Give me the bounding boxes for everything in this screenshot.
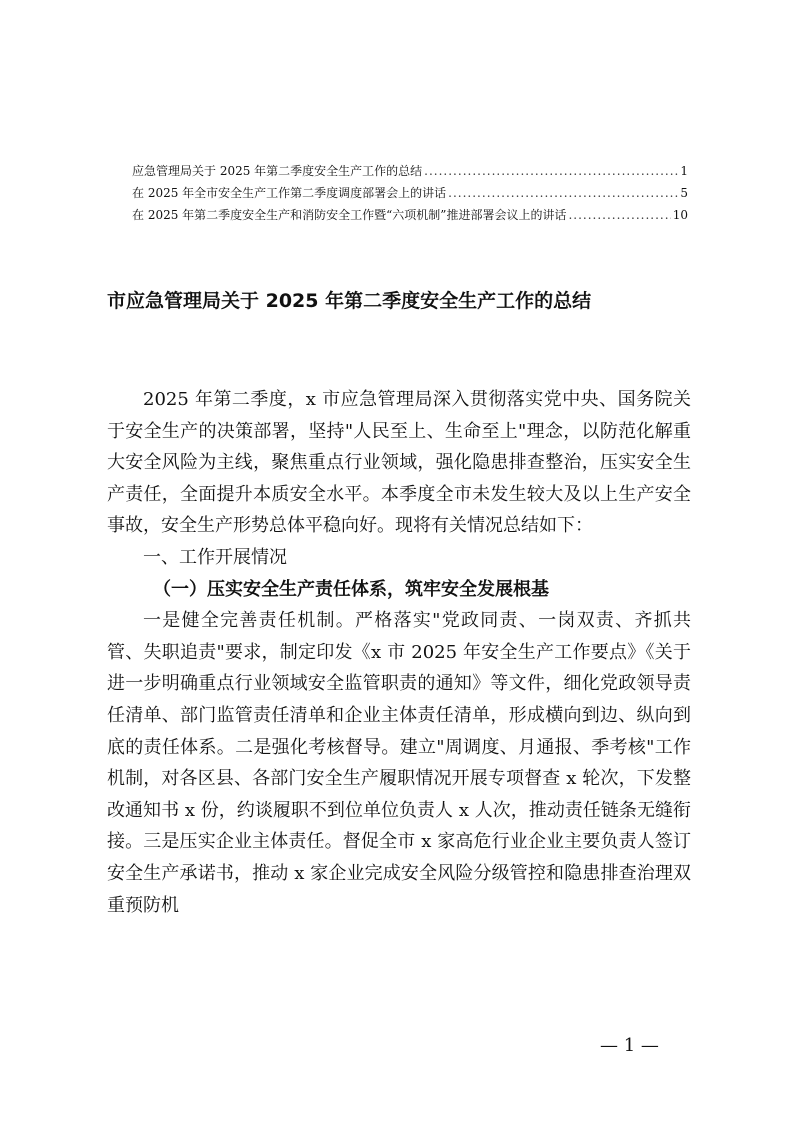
toc-entry-title: 应急管理局关于 2025 年第二季度安全生产工作的总结 (132, 164, 423, 178)
toc-entry-page: 10 (672, 208, 688, 222)
document-title: 市应急管理局关于 2025 年第二季度安全生产工作的总结 (107, 290, 592, 312)
table-of-contents (132, 160, 688, 226)
subsection-heading: （一）压实安全生产责任体系，筑牢安全发展根基 (153, 578, 549, 600)
toc-entry[interactable] (132, 204, 688, 226)
intro-paragraph: 2025 年第二季度，x 市应急管理局深入贯彻落实党中央、国务院关于安全生产的决策部署，坚持"人民至上、生命至上"理念，以防范化解重大安全风险为主线，聚焦重点行业领域，强化隐患排查整治，压实安全生产责任，全面提升本质安全水平。本季度全市未发生较大及以上生产安全事故，安全生产形势总体平稳向好。现将有关情况总结如下： (107, 389, 691, 537)
toc-entry-page: 5 (680, 186, 688, 200)
toc-entry[interactable] (132, 182, 688, 204)
body-paragraph: 一是健全完善责任机制。严格落实"党政同责、一岗双责、齐抓共管、失职追责"要求，制定印发《x 市 2025 年安全生产工作要点》《关于进一步明确重点行业领域安全监管职责的通知》等文件，细化党政领导责任清单、部门监管责任清单和企业主体责任清单，形成横向到边、纵向到底的责任体系。二是强化考核督导。建立"周调度、月通报、季考核"工作机制，对各区县、各部门安全生产履职情况开展专项督查 x 轮次，下发整改通知书 x 份，约谈履职不到位单位负责人 x 人次，推动责任链条无缝衔接。三是压实企业主体责任。督促全市 x 家高危行业企业主要负责人签订安全生产承诺书，推动 x 家企业完成安全风险分级管控和隐患排查治理双重预防机 (107, 610, 691, 916)
document-body (107, 384, 691, 921)
toc-leader-dots (424, 160, 678, 182)
toc-entry-title: 在 2025 年第二季度安全生产和消防安全工作暨“六项机制”推进部署会议上的讲话 (132, 208, 567, 222)
section-heading: 一、工作开展情况 (143, 546, 287, 568)
toc-leader-dots (568, 204, 670, 226)
toc-leader-dots (448, 182, 678, 204)
page-number: — 1 — (600, 1035, 659, 1056)
toc-entry[interactable] (132, 160, 688, 182)
toc-entry-page: 1 (680, 164, 688, 178)
toc-entry-title: 在 2025 年全市安全生产工作第二季度调度部署会上的讲话 (132, 186, 447, 200)
